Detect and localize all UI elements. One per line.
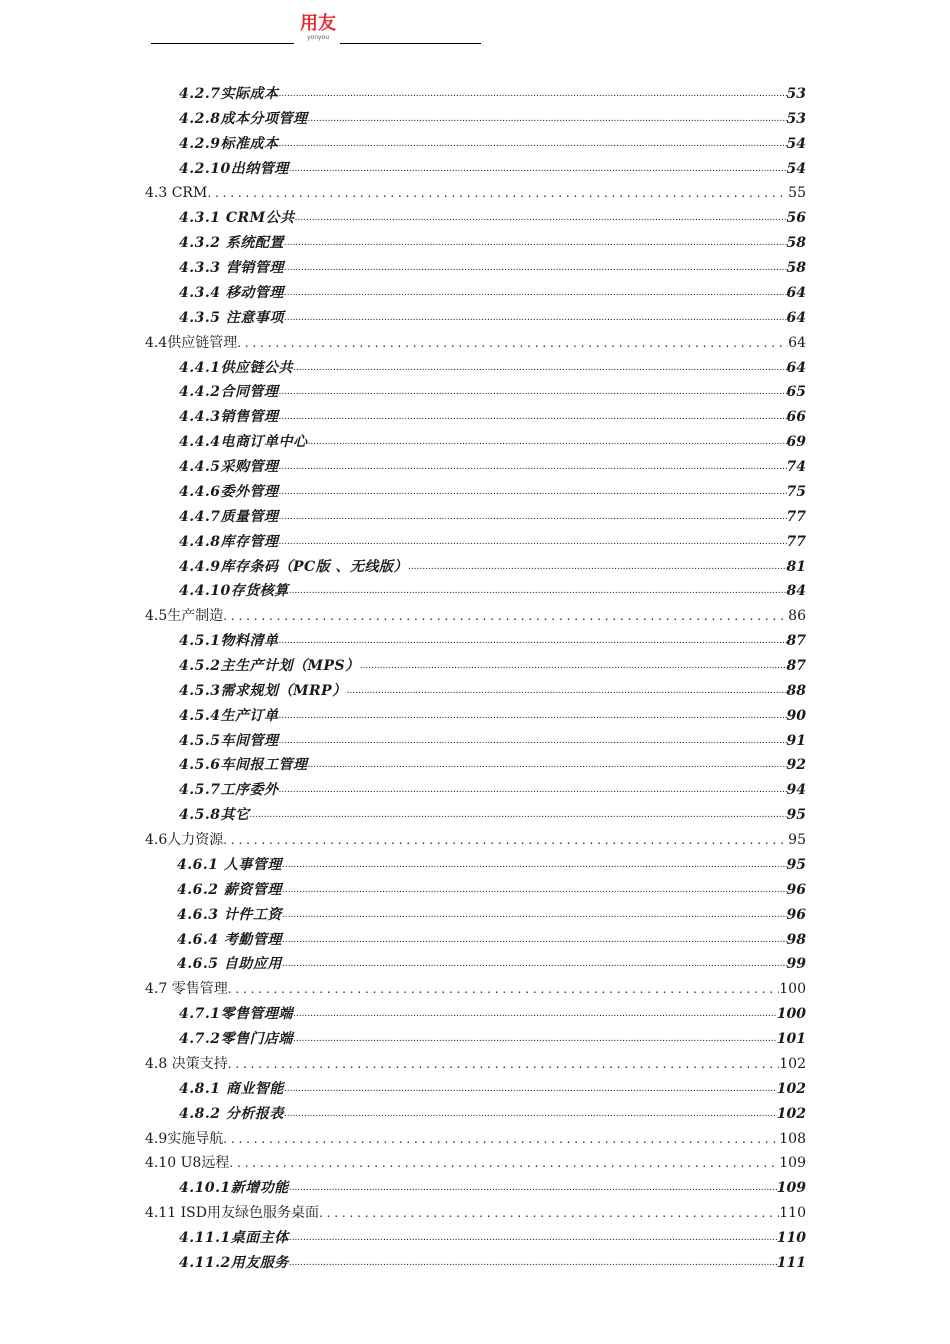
toc-entry[interactable]	[145, 333, 806, 353]
toc-entry[interactable]	[177, 930, 806, 950]
toc-page-number: 90	[786, 707, 806, 724]
toc-dot-leader	[289, 1176, 777, 1198]
toc-page-number: 108	[779, 1130, 806, 1147]
toc-page-number: 94	[786, 782, 806, 799]
toc-page-number: 99	[786, 956, 806, 973]
toc-page-number: 88	[786, 682, 806, 699]
toc-dot-leader	[278, 704, 786, 726]
toc-entry[interactable]	[179, 233, 806, 253]
toc-dot-leader	[237, 333, 788, 353]
logo-subtext: yonyou	[306, 34, 330, 41]
toc-entry-title: 4.4.2合同管理	[179, 384, 279, 401]
toc-entry-title: 4.5生产制造	[145, 608, 224, 625]
page-header	[0, 0, 950, 60]
toc-entry-title: 4.9实施导航	[145, 1130, 224, 1147]
toc-entry-title: 4.10 U8远程	[145, 1155, 230, 1172]
toc-dot-leader	[282, 952, 787, 974]
toc-dot-leader	[408, 555, 787, 577]
toc-page-number: 54	[786, 135, 806, 152]
toc-entry[interactable]	[179, 805, 806, 825]
toc-dot-leader	[223, 1129, 779, 1149]
toc-entry[interactable]	[179, 780, 806, 800]
toc-entry-title: 4.8.1 商业智能	[179, 1080, 284, 1097]
toc-entry-title: 4.4.1供应链公共	[179, 359, 293, 376]
toc-entry[interactable]	[179, 407, 806, 427]
toc-entry[interactable]	[179, 283, 806, 303]
toc-page-number: 64	[788, 334, 806, 351]
toc-entry-title: 4.5.7工序委外	[179, 782, 279, 799]
toc-page-number: 53	[786, 86, 806, 102]
toc-page-number: 55	[788, 185, 806, 202]
toc-entry[interactable]	[179, 706, 806, 726]
yonyou-logo	[296, 14, 340, 41]
toc-entry-title: 4.8 决策支持	[145, 1055, 228, 1072]
toc-entry[interactable]	[179, 159, 806, 179]
toc-entry-title: 4.2.8成本分项管理	[179, 110, 308, 127]
toc-dot-leader	[307, 430, 786, 452]
toc-dot-leader	[360, 654, 787, 676]
toc-page-number: 109	[779, 1155, 806, 1172]
toc-dot-leader	[282, 903, 787, 925]
toc-page-number: 54	[786, 160, 806, 177]
toc-dot-leader	[319, 1203, 779, 1223]
toc-entry-title: 4.4.7质量管理	[179, 508, 279, 525]
toc-entry[interactable]	[179, 731, 806, 751]
toc-dot-leader	[249, 803, 786, 825]
toc-entry-title: 4.3.1 CRM公共	[179, 210, 295, 227]
toc-entry[interactable]	[179, 1228, 806, 1248]
toc-entry-title: 4.4.6委外管理	[179, 483, 279, 500]
toc-page-number: 95	[786, 807, 806, 824]
toc-entry[interactable]	[179, 1004, 806, 1024]
toc-entry[interactable]	[145, 830, 806, 850]
toc-entry-title: 4.3.3 营销管理	[179, 260, 284, 277]
toc-dot-leader	[282, 928, 787, 950]
toc-entry[interactable]	[179, 308, 806, 328]
toc-entry[interactable]	[179, 258, 806, 278]
toc-entry[interactable]	[179, 1029, 806, 1049]
toc-page-number: 100	[779, 981, 806, 998]
toc-page-number: 87	[786, 658, 806, 674]
toc-entry[interactable]	[145, 979, 806, 999]
toc-entry[interactable]	[145, 183, 806, 203]
toc-entry-title: 4.4.3销售管理	[179, 409, 279, 426]
toc-entry[interactable]	[179, 681, 806, 701]
toc-dot-leader	[295, 206, 787, 228]
toc-page-number: 64	[786, 309, 806, 326]
toc-page-number: 110	[776, 1230, 806, 1247]
header-rule-left	[151, 43, 294, 44]
toc-dot-leader	[289, 579, 787, 601]
toc-entry-title: 4.5.3需求规划（MRP）	[179, 682, 347, 699]
toc-entry-title: 4.5.2主生产计划（MPS）	[179, 658, 360, 674]
toc-page-number: 64	[786, 359, 806, 376]
toc-dot-leader	[284, 231, 787, 253]
toc-entry[interactable]	[179, 557, 806, 577]
toc-dot-leader	[278, 778, 786, 800]
toc-entry-title: 4.3 CRM	[145, 185, 208, 202]
toc-dot-leader	[282, 878, 787, 900]
toc-dot-leader	[293, 356, 787, 378]
toc-entry[interactable]	[179, 358, 806, 378]
toc-page-number: 111	[776, 1254, 806, 1271]
toc-page-number: 95	[788, 832, 806, 849]
toc-entry[interactable]	[145, 606, 806, 626]
toc-entry-title: 4.5.4生产订单	[179, 707, 279, 724]
toc-entry-title: 4.3.2 系统配置	[179, 235, 284, 252]
toc-entry[interactable]	[179, 656, 806, 676]
toc-dot-leader	[278, 405, 786, 427]
toc-entry-title: 4.6人力资源	[145, 832, 224, 849]
toc-dot-leader	[284, 306, 787, 328]
toc-entry-title: 4.4.8库存管理	[179, 533, 279, 550]
toc-entry-title: 4.6.1 人事管理	[177, 856, 282, 873]
toc-entry[interactable]	[145, 1129, 806, 1149]
toc-entry[interactable]	[179, 109, 806, 129]
toc-dot-leader	[228, 1054, 780, 1074]
toc-dot-leader	[228, 979, 780, 999]
toc-entry[interactable]	[179, 631, 806, 651]
toc-dot-leader	[284, 1102, 777, 1124]
toc-entry[interactable]	[177, 855, 806, 875]
toc-entry-title: 4.4.10存货核算	[179, 583, 289, 600]
toc-entry-title: 4.6.2 薪资管理	[177, 881, 282, 898]
toc-dot-leader	[347, 679, 787, 701]
toc-entry-title: 4.4.4电商订单中心	[179, 434, 308, 451]
toc-entry[interactable]	[179, 755, 806, 775]
toc-entry-title: 4.5.5车间管理	[179, 732, 279, 749]
toc-page-number: 102	[776, 1105, 806, 1122]
logo-text: 用友	[300, 13, 336, 34]
toc-entry-title: 4.6.5 自助应用	[177, 956, 282, 973]
toc-entry[interactable]	[179, 134, 806, 154]
toc-dot-leader	[282, 853, 787, 875]
toc-page-number: 84	[786, 583, 806, 600]
toc-dot-leader	[278, 82, 786, 104]
toc-dot-leader	[278, 455, 786, 477]
toc-dot-leader	[278, 729, 786, 751]
toc-entry-title: 4.10.1新增功能	[179, 1180, 289, 1197]
toc-dot-leader	[293, 1027, 777, 1049]
toc-page-number: 75	[786, 483, 806, 500]
toc-dot-leader	[289, 1226, 777, 1248]
toc-entry-title: 4.7.2零售门店端	[179, 1031, 293, 1048]
toc-entry[interactable]	[179, 532, 806, 552]
toc-dot-leader	[278, 629, 786, 651]
toc-entry[interactable]	[179, 208, 806, 228]
toc-entry[interactable]	[177, 880, 806, 900]
toc-entry-title: 4.5.6车间报工管理	[179, 757, 308, 774]
toc-dot-leader	[307, 753, 786, 775]
toc-entry-title: 4.8.2 分析报表	[179, 1105, 284, 1122]
toc-entry[interactable]	[177, 954, 806, 974]
toc-page-number: 56	[786, 210, 806, 227]
toc-page-number: 101	[776, 1031, 806, 1048]
toc-dot-leader	[229, 1153, 779, 1173]
toc-dot-leader	[207, 183, 788, 203]
toc-page-number: 110	[779, 1205, 806, 1222]
toc-entry-title: 4.3.4 移动管理	[179, 284, 284, 301]
toc-entry-title: 4.11.2用友服务	[179, 1254, 289, 1271]
toc-entry-title: 4.3.5 注意事项	[179, 309, 284, 326]
toc-page-number: 96	[786, 906, 806, 923]
toc-page-number: 86	[788, 608, 806, 625]
toc-entry-title: 4.4.5采购管理	[179, 459, 279, 476]
toc-entry[interactable]	[179, 84, 806, 104]
toc-entry-title: 4.5.8其它	[179, 807, 250, 824]
toc-entry-title: 4.4供应链管理	[145, 334, 238, 351]
toc-entry[interactable]	[179, 432, 806, 452]
toc-entry[interactable]	[179, 482, 806, 502]
toc-entry[interactable]	[145, 1153, 806, 1173]
toc-page-number: 102	[779, 1055, 806, 1072]
toc-dot-leader	[289, 157, 787, 179]
toc-entry-title: 4.2.10出纳管理	[179, 160, 289, 177]
toc-dot-leader	[278, 380, 786, 402]
toc-page-number: 77	[786, 508, 806, 525]
toc-page-number: 66	[786, 409, 806, 426]
toc-page-number: 81	[786, 558, 806, 575]
toc-entry-title: 4.7.1零售管理端	[179, 1006, 293, 1023]
toc-entry-title: 4.4.9库存条码（PC版 、无线版）	[179, 558, 409, 575]
toc-page-number: 65	[786, 384, 806, 401]
toc-entry[interactable]	[179, 1253, 806, 1273]
toc-dot-leader	[307, 107, 786, 129]
toc-dot-leader	[278, 480, 786, 502]
toc-entry-title: 4.6.4 考勤管理	[177, 931, 282, 948]
toc-page-number: 109	[776, 1180, 806, 1197]
toc-page-number: 92	[786, 757, 806, 774]
toc-dot-leader	[293, 1002, 777, 1024]
toc-dot-leader	[223, 606, 788, 626]
toc-dot-leader	[284, 256, 787, 278]
toc-page-number: 58	[786, 260, 806, 277]
toc-entry[interactable]	[179, 1178, 806, 1198]
toc-page-number: 64	[786, 284, 806, 301]
toc-dot-leader	[284, 1077, 777, 1099]
toc-page-number: 98	[786, 931, 806, 948]
toc-page-number: 74	[786, 459, 806, 476]
toc-page-number: 58	[786, 235, 806, 252]
toc-entry-title: 4.7 零售管理	[145, 981, 228, 998]
toc-entry[interactable]	[179, 581, 806, 601]
toc-entry[interactable]	[179, 382, 806, 402]
toc-entry-title: 4.5.1物料清单	[179, 633, 279, 650]
toc-entry[interactable]	[179, 1104, 806, 1124]
toc-entry[interactable]	[145, 1203, 806, 1223]
toc-dot-leader	[223, 830, 788, 850]
toc-page-number: 96	[786, 881, 806, 898]
toc-entry-title: 4.2.9标准成本	[179, 135, 279, 152]
toc-dot-leader	[278, 132, 786, 154]
toc-entry-title: 4.6.3 计件工资	[177, 906, 282, 923]
toc-entry[interactable]	[145, 1054, 806, 1074]
toc-page-number: 100	[776, 1006, 806, 1023]
toc-entry-title: 4.11 ISD用友绿色服务桌面	[145, 1205, 319, 1222]
toc-dot-leader	[278, 530, 786, 552]
toc-entry-title: 4.11.1桌面主体	[179, 1230, 289, 1247]
toc-entry-title: 4.2.7实际成本	[179, 86, 279, 102]
toc-page-number: 69	[786, 434, 806, 451]
toc-page-number: 95	[786, 856, 806, 873]
toc-entry[interactable]	[179, 457, 806, 477]
toc-page-number: 77	[786, 533, 806, 550]
toc-page-number: 87	[786, 633, 806, 650]
toc-page-number: 53	[786, 110, 806, 127]
toc-page-number: 91	[786, 732, 806, 749]
toc-entry[interactable]	[179, 1079, 806, 1099]
toc-entry[interactable]	[179, 507, 806, 527]
toc-page-number: 102	[776, 1080, 806, 1097]
toc-dot-leader	[284, 281, 787, 303]
header-rule-right	[340, 43, 481, 44]
toc-entry[interactable]	[177, 905, 806, 925]
toc-dot-leader	[278, 505, 786, 527]
toc-dot-leader	[289, 1251, 777, 1273]
